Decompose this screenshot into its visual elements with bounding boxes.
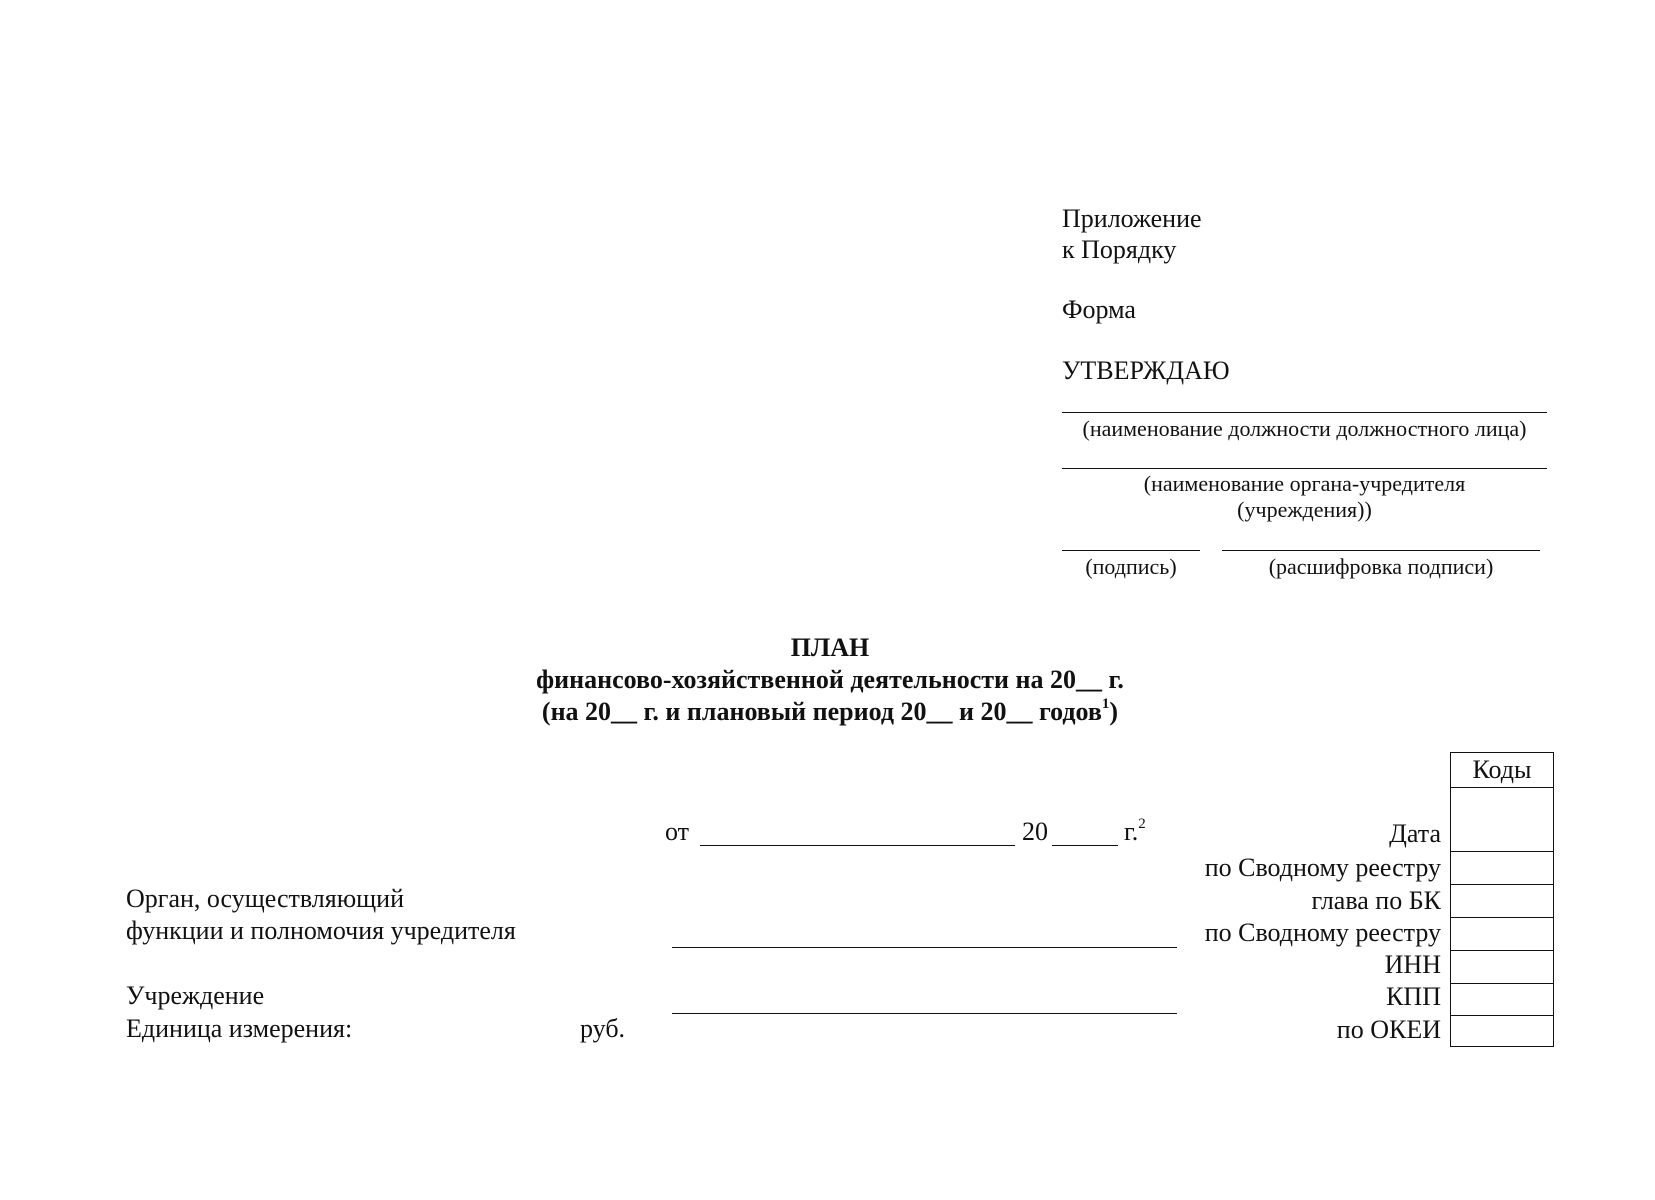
position-caption: (наименование должности должностного лица) [1082,416,1527,441]
institution-label: Учреждение [126,981,265,1010]
codes-table [1450,752,1554,1047]
codes-divider [1451,950,1553,951]
date-from-label: от [665,817,690,846]
code-label-bk-chapter: глава по БК [1311,886,1441,915]
approve-label: УТВЕРЖДАЮ [1062,356,1230,385]
footnote-1: 1 [1101,696,1110,713]
organ-label-1: Орган, осуществляющий [126,884,404,913]
founder-caption-1: (наименование органа-учредителя [1143,471,1466,496]
signature-decode-line [1222,550,1540,551]
plan-period-end: ) [1109,697,1119,726]
codes-header: Коды [1472,755,1532,784]
plan-subtitle: финансово-хозяйственной деятельности на 20__ г. [536,665,1124,694]
institution-field-line [672,1013,1177,1014]
date-year-suffix-text: г. [1124,817,1139,846]
organ-field-line [672,947,1177,948]
code-label-kpp: КПП [1386,982,1441,1011]
code-label-registry: по Сводному реестру [1204,853,1441,882]
plan-period-text: (на 20__ г. и плановый период 20__ и 20__ годов [541,697,1102,726]
position-line [1062,412,1547,413]
codes-divider [1451,1015,1553,1016]
date-year-suffix [1124,817,1146,847]
appendix-line-1: Приложение [1062,204,1202,233]
date-day-month-line [700,845,1015,846]
plan-period [430,697,1230,727]
signature-decode-caption: (расшифровка подписи) [1268,554,1494,579]
codes-divider [1451,884,1553,885]
organ-label-2: функции и полномочия учредителя [126,916,516,945]
unit-value: руб. [580,1014,626,1043]
code-label-inn: ИНН [1384,950,1441,979]
codes-divider [1451,917,1553,918]
codes-divider [1451,983,1553,984]
codes-divider [1451,787,1553,788]
plan-title: ПЛАН [790,633,870,662]
date-year-prefix: 20 [1022,817,1048,846]
code-label-registry-2: по Сводному реестру [1204,918,1441,947]
founder-line [1062,468,1547,469]
founder-caption-2: (учреждения)) [1237,497,1372,522]
signature-caption: (подпись) [1085,554,1177,579]
code-label-date: Дата [1389,819,1441,848]
code-label-okei: по ОКЕИ [1336,1015,1441,1044]
date-year-line [1052,845,1118,846]
appendix-line-2: к Порядку [1062,235,1177,264]
form-label: Форма [1062,295,1136,324]
codes-divider [1451,851,1553,852]
unit-label: Единица измерения: [126,1014,353,1043]
footnote-2: 2 [1138,816,1146,833]
signature-line [1062,550,1200,551]
